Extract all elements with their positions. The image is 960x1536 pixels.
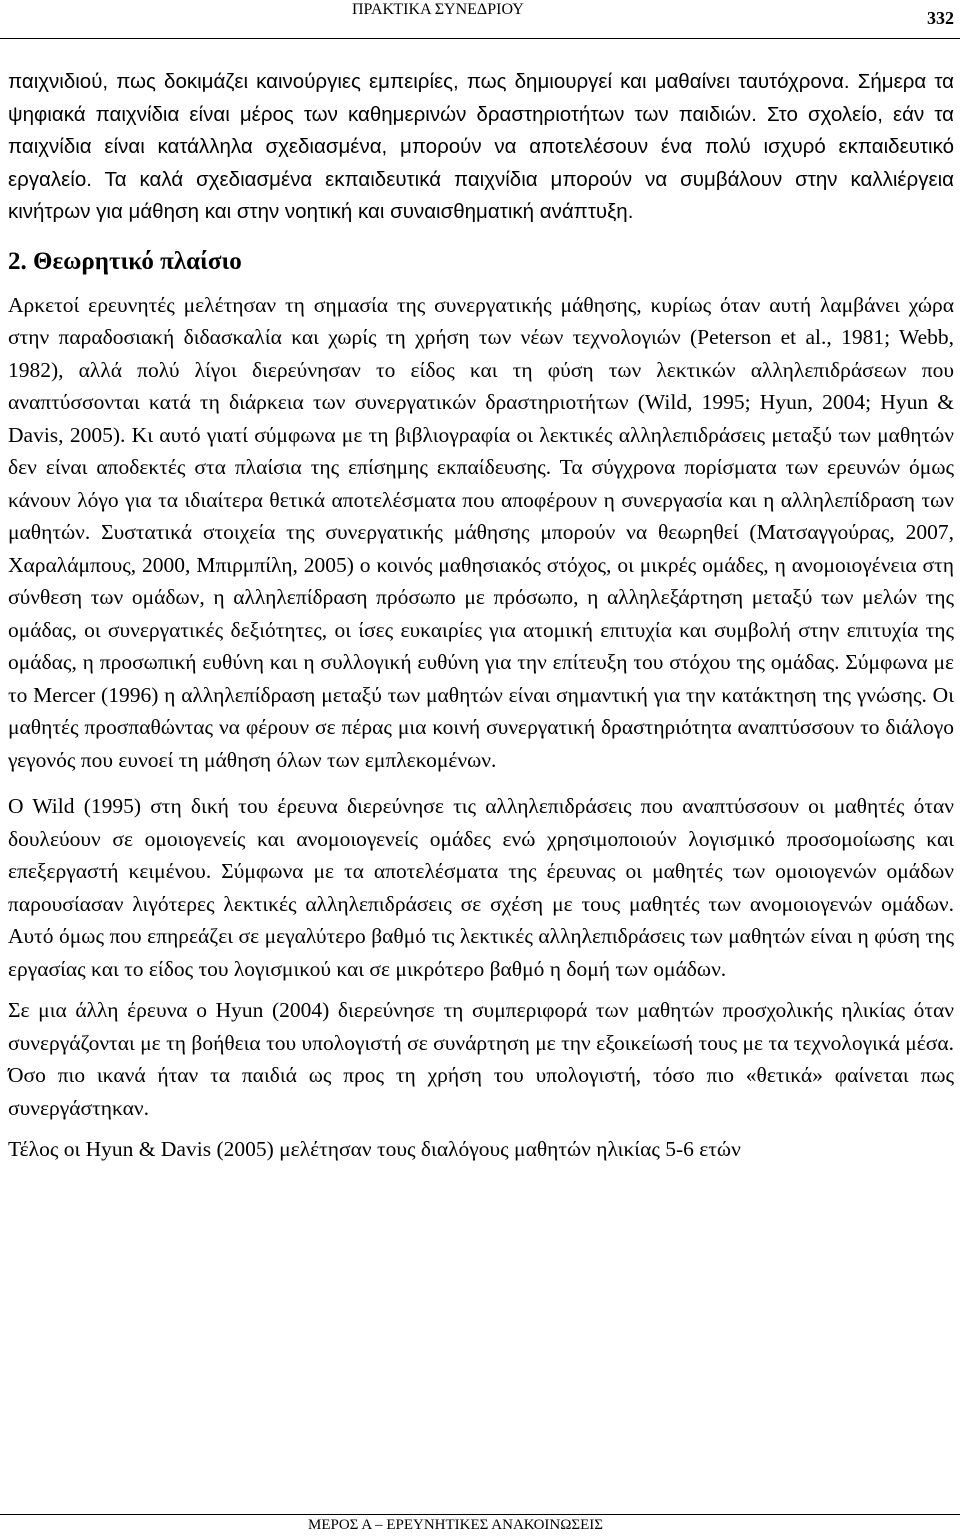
page-content xyxy=(8,66,954,1166)
page-header xyxy=(0,0,960,40)
header-rule xyxy=(0,38,960,39)
footer-rule xyxy=(0,1514,960,1515)
section-heading: 2. Θεωρητικό πλαίσιο xyxy=(8,247,242,275)
paragraph-intro: παιχνιδιού, πως δοκιμάζει καινούργιες εμπειρίες, πως δημιουργεί και μαθαίνει ταυτόχρονα. Σήμερα τα ψηφιακά παιχνίδια είναι μέρος των καθημερινών δραστηριοτήτων των παιδιών. Στο σχολείο, εάν τα παιχνίδια είναι κατάλληλα σχεδιασμένα, μπορούν να αποτελέσουν ένα πολύ ισχυρό εκπαιδευτικό εργαλείο. Τα καλά σχεδιασμένα εκπαιδευτικά παιχνίδια μπορούν να συμβάλουν στην καλλιέργεια κινήτρων για μάθηση και στην νοητική και συναισθηματική ανάπτυξη. xyxy=(8,70,954,223)
paragraph-hyun-davis: Τέλος οι Hyun & Davis (2005) μελέτησαν τους διαλόγους μαθητών ηλικίας 5-6 ετών xyxy=(8,1137,741,1161)
page-number: 332 xyxy=(927,8,954,28)
footer-text: ΜΕΡΟΣ Α – ΕΡΕΥΝΗΤΙΚΕΣ ΑΝΑΚΟΙΝΩΣΕΙΣ xyxy=(308,1517,604,1533)
paragraph-hyun: Σε μια άλλη έρευνα ο Hyun (2004) διερεύνησε τη συμπεριφορά των μαθητών προσχολικής ηλικίας όταν συνεργάζονται με τη βοήθεια του υπολογιστή σε συνάρτηση με την εξοικείωσή τους με τα τεχνολογικά μέσα. Όσο πιο ικανά ήταν τα παιδιά ως προς τη χρήση του υπολογιστή, τόσο πιο «θετικά» φαίνεται πως συνεργάστηκαν. xyxy=(8,998,954,1120)
paragraph-theory: Αρκετοί ερευνητές μελέτησαν τη σημασία της συνεργατικής μάθησης, κυρίως όταν αυτή λαμβάνει χώρα στην παραδοσιακή διδασκαλία και χωρίς τη χρήση των νέων τεχνολογιών (Peterson et al., 1981; Webb, 1982), αλλά πολύ λίγοι διερεύνησαν το είδος και τη φύση των λεκτικών αλληλεπιδράσεων που αναπτύσσονται κατά τη διάρκεια των συνεργατικών δραστηριοτήτων (Wild, 1995; Hyun, 2004; Hyun & Davis, 2005). Κι αυτό γιατί σύμφωνα με τη βιβλιογραφία οι λεκτικές αλληλεπιδράσεις μεταξύ των μαθητών δεν είναι αποδεκτές στα πλαίσια της επίσημης εκπαίδευσης. Τα σύγχρονα πορίσματα των ερευνών όμως κάνουν λόγο για τα ιδιαίτερα θετικά αποτελέσματα που αποφέρουν η συνεργασία και η αλληλεπίδραση των μαθητών. Συστατικά στοιχεία της συνεργατικής μάθησης μπορούν να θεωρηθεί (Ματσαγγούρας, 2007, Χαραλάμπους, 2000, Μπιρμπίλη, 2005) ο κοινός μαθησιακός στόχος, οι μικρές ομάδες, η ανομοιογένεια στη σύνθεση των ομάδων, η αλληλεπίδραση πρόσωπο με πρόσωπο, η αλληλεξάρτηση μεταξύ των μελών της ομάδας, οι συνεργατικές δεξιότητες, οι ίσες ευκαιρίες για ατομική επιτυχία και συμβολή στην επιτυχία της ομάδας, η προσωπική ευθύνη και η συλλογική ευθύνη για την επίτευξη του στόχου της ομάδας. Σύμφωνα με το Mercer (1996) η αλληλεπίδραση μεταξύ των μαθητών είναι σημαντική για την κατάκτηση της γνώσης. Οι μαθητές προσπαθώντας να φέρουν σε πέρας μια κοινή συνεργατική δραστηριότητα αναπτύσσουν το διάλογο γεγονός που ευνοεί τη μάθηση όλων των εμπλεκομένων. xyxy=(8,292,954,772)
page-footer xyxy=(0,1514,960,1536)
paragraph-wild: O Wild (1995) στη δική του έρευνα διερεύνησε τις αλληλεπιδράσεις που αναπτύσσουν οι μαθητές όταν δουλεύουν σε ομοιογενείς και ανομοιογενείς ομάδες ενώ χρησιμοποιούν λογισμικό προσομοίωσης και επεξεργαστή κειμένου. Σύμφωνα με τα αποτελέσματα της έρευνας οι μαθητές των ομοιογενών ομάδων παρουσίασαν λιγότερες λεκτικές αλληλεπιδράσεις σε σχέση με τους μαθητές των ανομοιογενών ομάδων. Αυτό όμως που επηρεάζει σε μεγαλύτερο βαθμό τις λεκτικές αλληλεπιδράσεις των μαθητών είναι η φύση της εργασίας και το είδος του λογισμικού και σε μικρότερο βαθμό η δομή των ομάδων. xyxy=(8,794,954,981)
header-title: ΠΡΑΚΤΙΚΑ ΣΥΝΕΔΡΙΟΥ xyxy=(352,1,524,18)
